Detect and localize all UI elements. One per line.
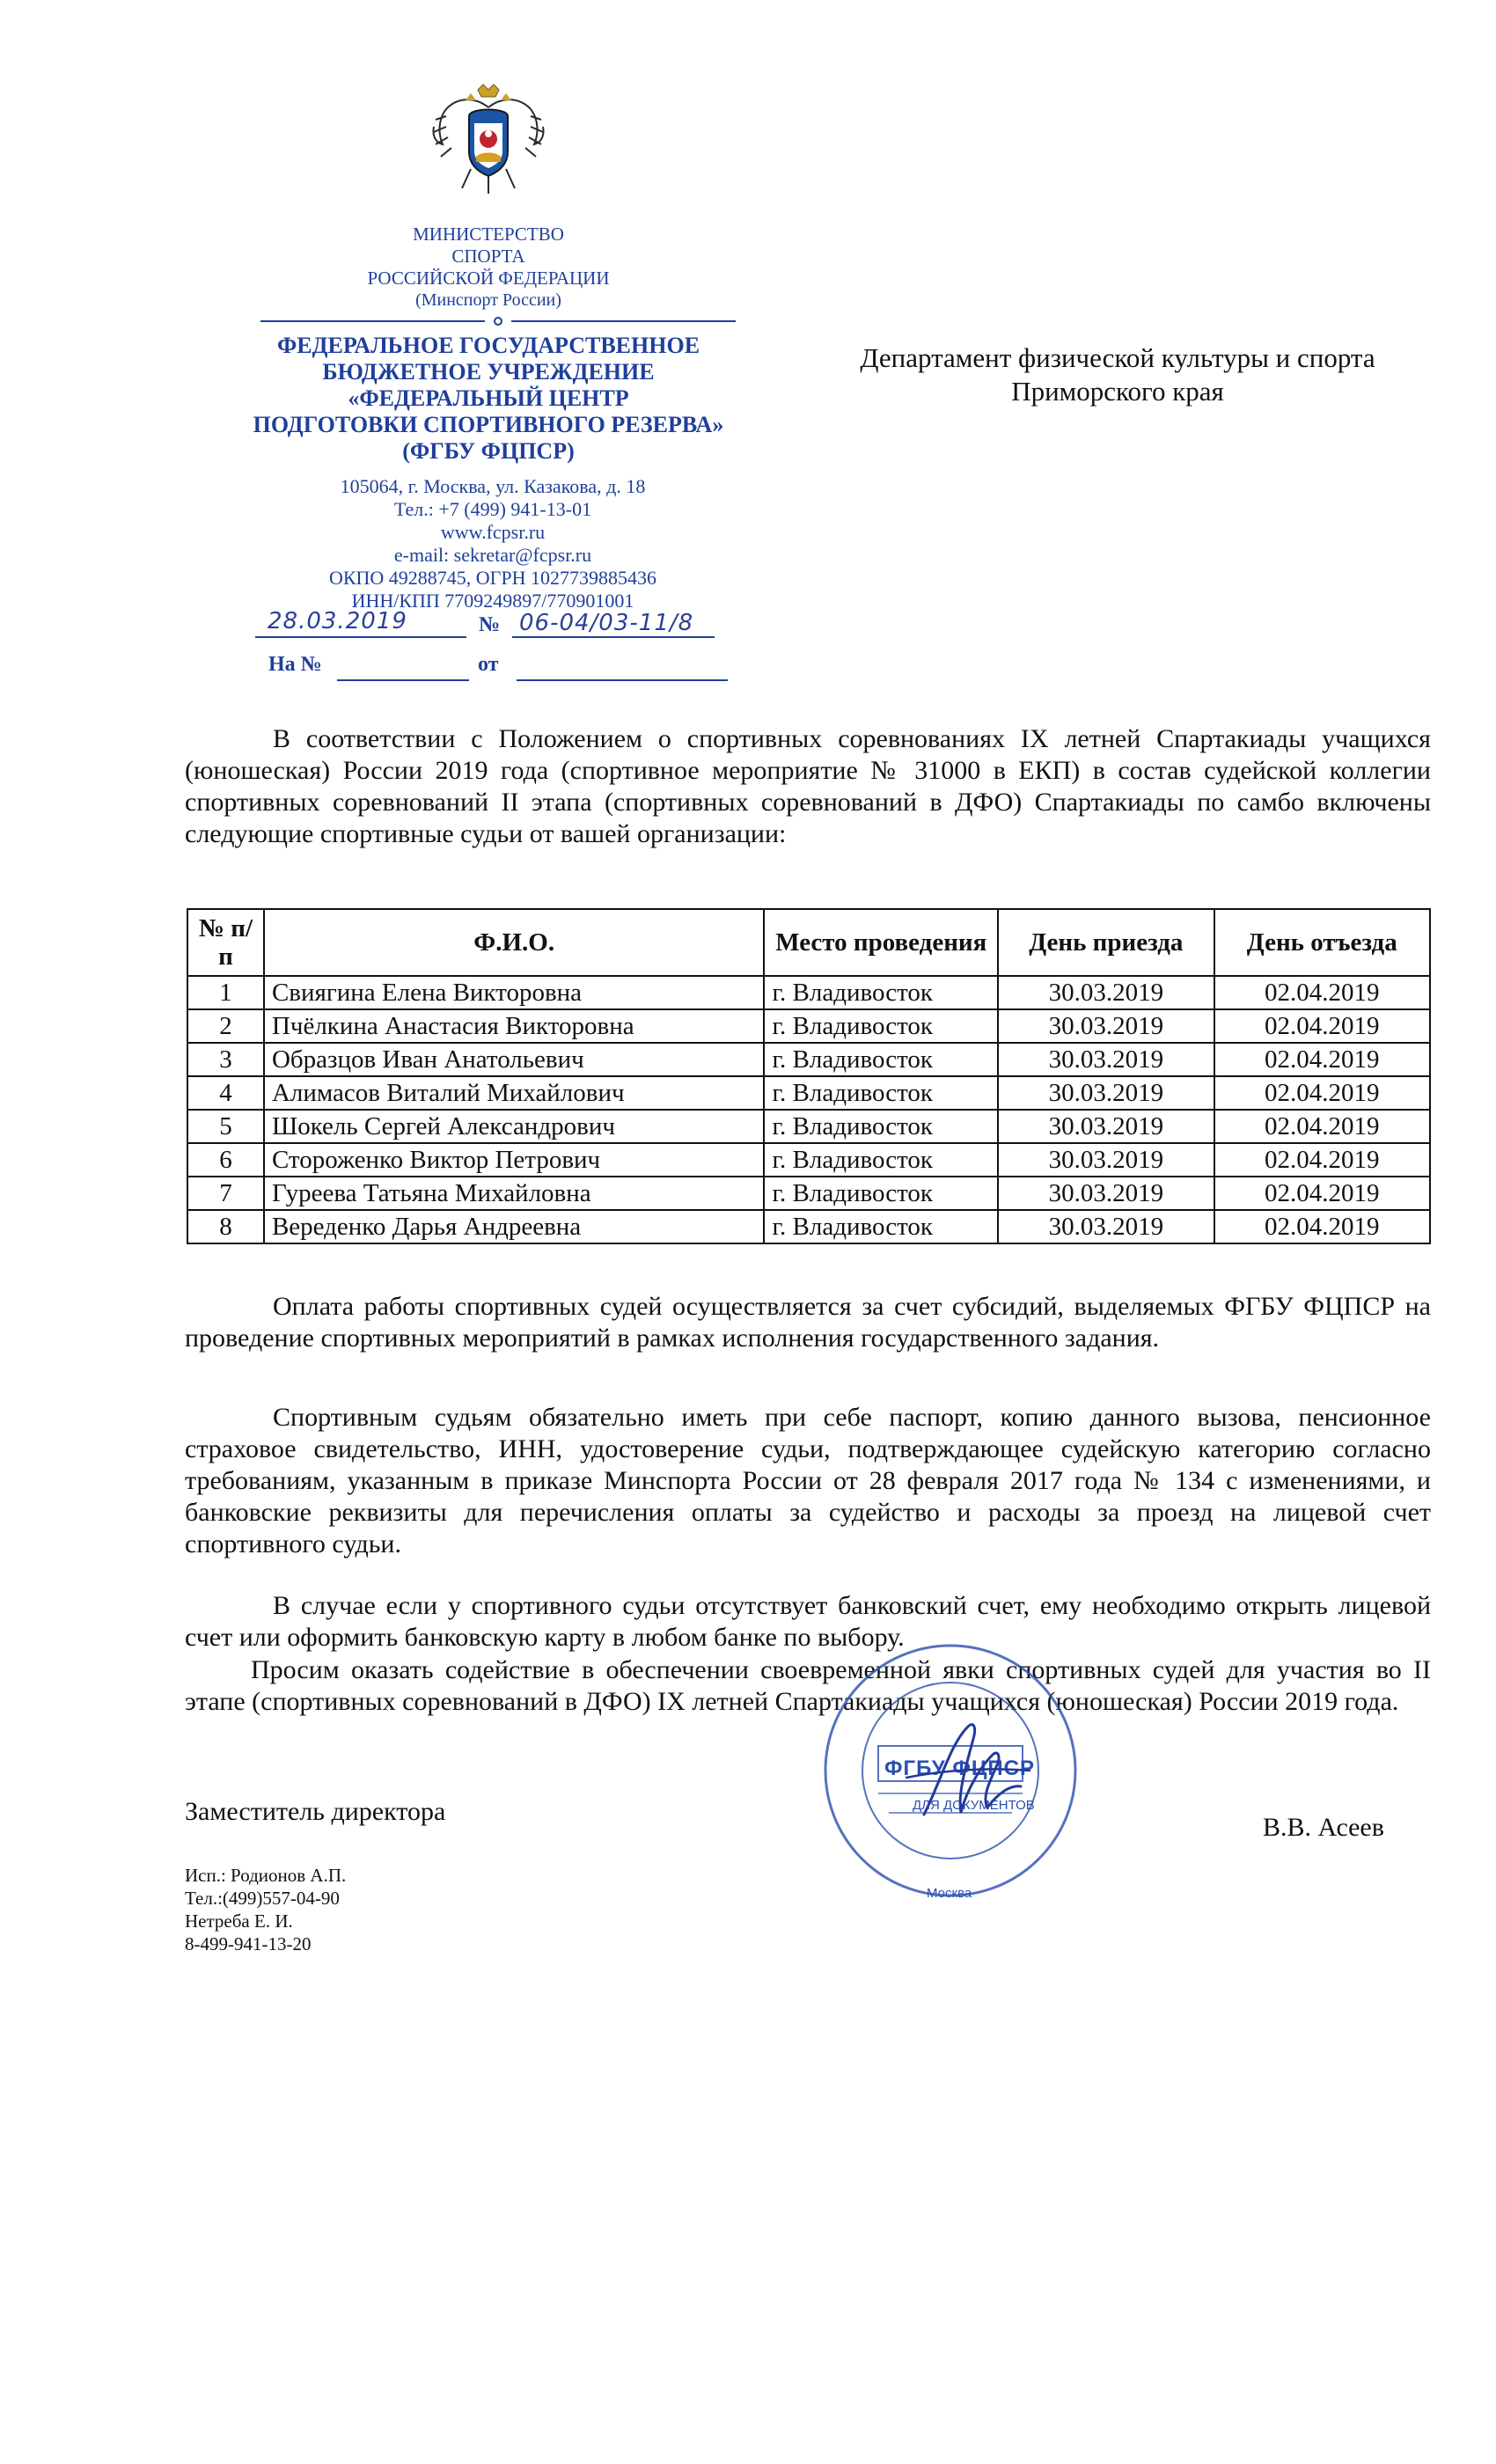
departure-date: 02.04.2019 (1214, 1076, 1430, 1110)
row-number: 3 (187, 1043, 264, 1076)
row-number: 5 (187, 1110, 264, 1143)
arrival-date: 30.03.2019 (998, 1043, 1214, 1076)
table-row (187, 1210, 1430, 1243)
intro-paragraph: В соответствии с Положением о спортивных соревнованиях IX летней Спартакиады учащихся (юношеская) России 2019 года (спортивное мероприятие № 31000 в ЕКП) в состав судейской коллегии спортивных соревнований II этапа (спортивных соревнований в ДФО) Спартакиады по самбо включены следующие спортивные судьи от вашей организации: (185, 724, 1431, 848)
arrival-date: 30.03.2019 (998, 1210, 1214, 1243)
venue: г. Владивосток (764, 1043, 998, 1076)
ministry-line: МИНИСТЕРСТВО (413, 224, 564, 245)
contact-okpo-ogrn: ОКПО 49288745, ОГРН 1027739885436 (328, 567, 657, 589)
institution-line: ПОДГОТОВКИ СПОРТИВНОГО РЕЗЕРВА» (253, 412, 724, 437)
ministry-line: РОССИЙСКОЙ ФЕДЕРАЦИИ (367, 268, 610, 289)
departure-date: 02.04.2019 (1214, 1177, 1430, 1210)
departure-date: 02.04.2019 (1214, 1043, 1430, 1076)
judge-name: Стороженко Виктор Петрович (264, 1143, 765, 1177)
departure-date: 02.04.2019 (1214, 1009, 1430, 1043)
reply-reference-line (268, 653, 735, 683)
column-header-venue: Место проведения (764, 909, 998, 976)
executor-line: Нетреба Е. И. (185, 1910, 293, 1932)
venue: г. Владивосток (764, 1110, 998, 1143)
departure-date: 02.04.2019 (1214, 1110, 1430, 1143)
arrival-date: 30.03.2019 (998, 1076, 1214, 1110)
addressee-block (792, 341, 1443, 408)
institution-line: БЮДЖЕТНОЕ УЧРЕЖДЕНИЕ (322, 359, 655, 385)
column-header-name: Ф.И.О. (264, 909, 765, 976)
stamp-organization-name: ФГБУ ФЦПСР (884, 1756, 1035, 1780)
signatory-name: В.В. Асеев (1263, 1813, 1384, 1842)
addressee-line: Приморского края (1011, 376, 1224, 407)
registration-number-label: № (479, 613, 501, 636)
judge-name: Вереденко Дарья Андреевна (264, 1210, 765, 1243)
payment-paragraph: Оплата работы спортивных судей осуществляется за счет субсидий, выделяемых ФГБУ ФЦПСР на проведение спортивных мероприятий в рамках исполнения государственного задания. (185, 1292, 1431, 1353)
arrival-date: 30.03.2019 (998, 1143, 1214, 1177)
departure-date: 02.04.2019 (1214, 1210, 1430, 1243)
executor-line: Тел.:(499)557-04-90 (185, 1888, 340, 1909)
table-row (187, 1043, 1430, 1076)
stamp-city: Москва (927, 1886, 972, 1901)
venue: г. Владивосток (764, 976, 998, 1009)
ministry-line: СПОРТА (451, 246, 525, 267)
double-headed-eagle-emblem (427, 81, 550, 204)
arrival-date: 30.03.2019 (998, 976, 1214, 1009)
contact-email: e-mail: sekretar@fcpsr.ru (393, 544, 592, 566)
institution-line: ФЕДЕРАЛЬНОЕ ГОСУДАРСТВЕННОЕ (276, 333, 700, 358)
judge-name: Гуреева Татьяна Михайловна (264, 1177, 765, 1210)
column-header-departure: День отъезда (1214, 909, 1430, 976)
table-row (187, 1076, 1430, 1110)
judge-name: Свиягина Елена Викторовна (264, 976, 765, 1009)
table-row (187, 1009, 1430, 1043)
row-number: 1 (187, 976, 264, 1009)
contact-website: www.fcpsr.ru (440, 521, 546, 543)
registration-line (255, 610, 730, 645)
reply-date-label: от (478, 653, 499, 676)
row-number: 4 (187, 1076, 264, 1110)
venue: г. Владивосток (764, 1009, 998, 1043)
addressee-line: Департамент физической культуры и спорта (860, 342, 1375, 373)
row-number: 8 (187, 1210, 264, 1243)
executors-block (185, 1864, 346, 1955)
table-row (187, 1177, 1430, 1210)
column-header-number: № п/п (187, 909, 264, 976)
documents-paragraph: Спортивным судьям обязательно иметь при себе паспорт, копию данного вызова, пенсионное страховое свидетельство, ИНН, удостоверение судьи, подтверждающее судейскую категорию согласно требованиям, указанным в приказе Минспорта России от 28 февраля 2017 года № 134 с изменениями, и банковские реквизиты для перечисления оплаты за судейство и расходы за проезд на лицевой счет спортивного судьи. (185, 1403, 1431, 1558)
registration-date: 28.03.2019 (268, 608, 407, 634)
arrival-date: 30.03.2019 (998, 1009, 1214, 1043)
stamp-purpose-label: ДЛЯ ДОКУМЕНТОВ (913, 1798, 1035, 1813)
judge-name: Образцов Иван Анатольевич (264, 1043, 765, 1076)
venue: г. Владивосток (764, 1076, 998, 1110)
venue: г. Владивосток (764, 1143, 998, 1177)
institution-name (220, 333, 757, 465)
table-header-row (187, 909, 1430, 976)
judges-table (187, 908, 1431, 1244)
institution-line: «ФЕДЕРАЛЬНЫЙ ЦЕНТР (348, 385, 629, 411)
contact-inn-kpp: ИНН/КПП 7709249897/770901001 (351, 590, 634, 612)
departure-date: 02.04.2019 (1214, 1143, 1430, 1177)
table-row (187, 1110, 1430, 1143)
row-number: 2 (187, 1009, 264, 1043)
ministry-header (299, 224, 678, 312)
arrival-date: 30.03.2019 (998, 1110, 1214, 1143)
venue: г. Владивосток (764, 1177, 998, 1210)
request-paragraph: Просим оказать содействие в обеспечении своевременной явки спортивных судей для участия во II этапе (спортивных соревнований в ДФО) IX летней Спартакиады учащихся (юношеская) России 2019 года. (185, 1655, 1431, 1716)
executor-line: Исп.: Родионов А.П. (185, 1865, 347, 1886)
judge-name: Пчёлкина Анастасия Викторовна (264, 1009, 765, 1043)
institution-contacts (290, 475, 695, 612)
column-header-arrival: День приезда (998, 909, 1214, 976)
handwritten-signature (889, 1709, 1038, 1832)
reply-number-label: На № (268, 653, 322, 676)
row-number: 6 (187, 1143, 264, 1177)
row-number: 7 (187, 1177, 264, 1210)
venue: г. Владивосток (764, 1210, 998, 1243)
signatory-position: Заместитель директора (185, 1797, 446, 1826)
ministry-line: (Минспорт России) (415, 290, 561, 310)
judge-name: Шокель Сергей Александрович (264, 1110, 765, 1143)
institution-line: (ФГБУ ФЦПСР) (402, 438, 575, 464)
table-row (187, 1143, 1430, 1177)
judge-name: Алимасов Виталий Михайлович (264, 1076, 765, 1110)
contact-phone: Тел.: +7 (499) 941-13-01 (393, 498, 592, 520)
registration-number: 06-04/03-11/8 (519, 610, 694, 636)
departure-date: 02.04.2019 (1214, 976, 1430, 1009)
arrival-date: 30.03.2019 (998, 1177, 1214, 1210)
contact-address: 105064, г. Москва, ул. Казакова, д. 18 (340, 475, 646, 497)
table-row (187, 976, 1430, 1009)
executor-line: 8-499-941-13-20 (185, 1933, 312, 1954)
ornamental-divider (260, 315, 736, 327)
bank-account-paragraph: В случае если у спортивного судьи отсутствует банковский счет, ему необходимо открыть лицевой счет или оформить банковскую карту в любом банке по выбору. (185, 1591, 1431, 1652)
